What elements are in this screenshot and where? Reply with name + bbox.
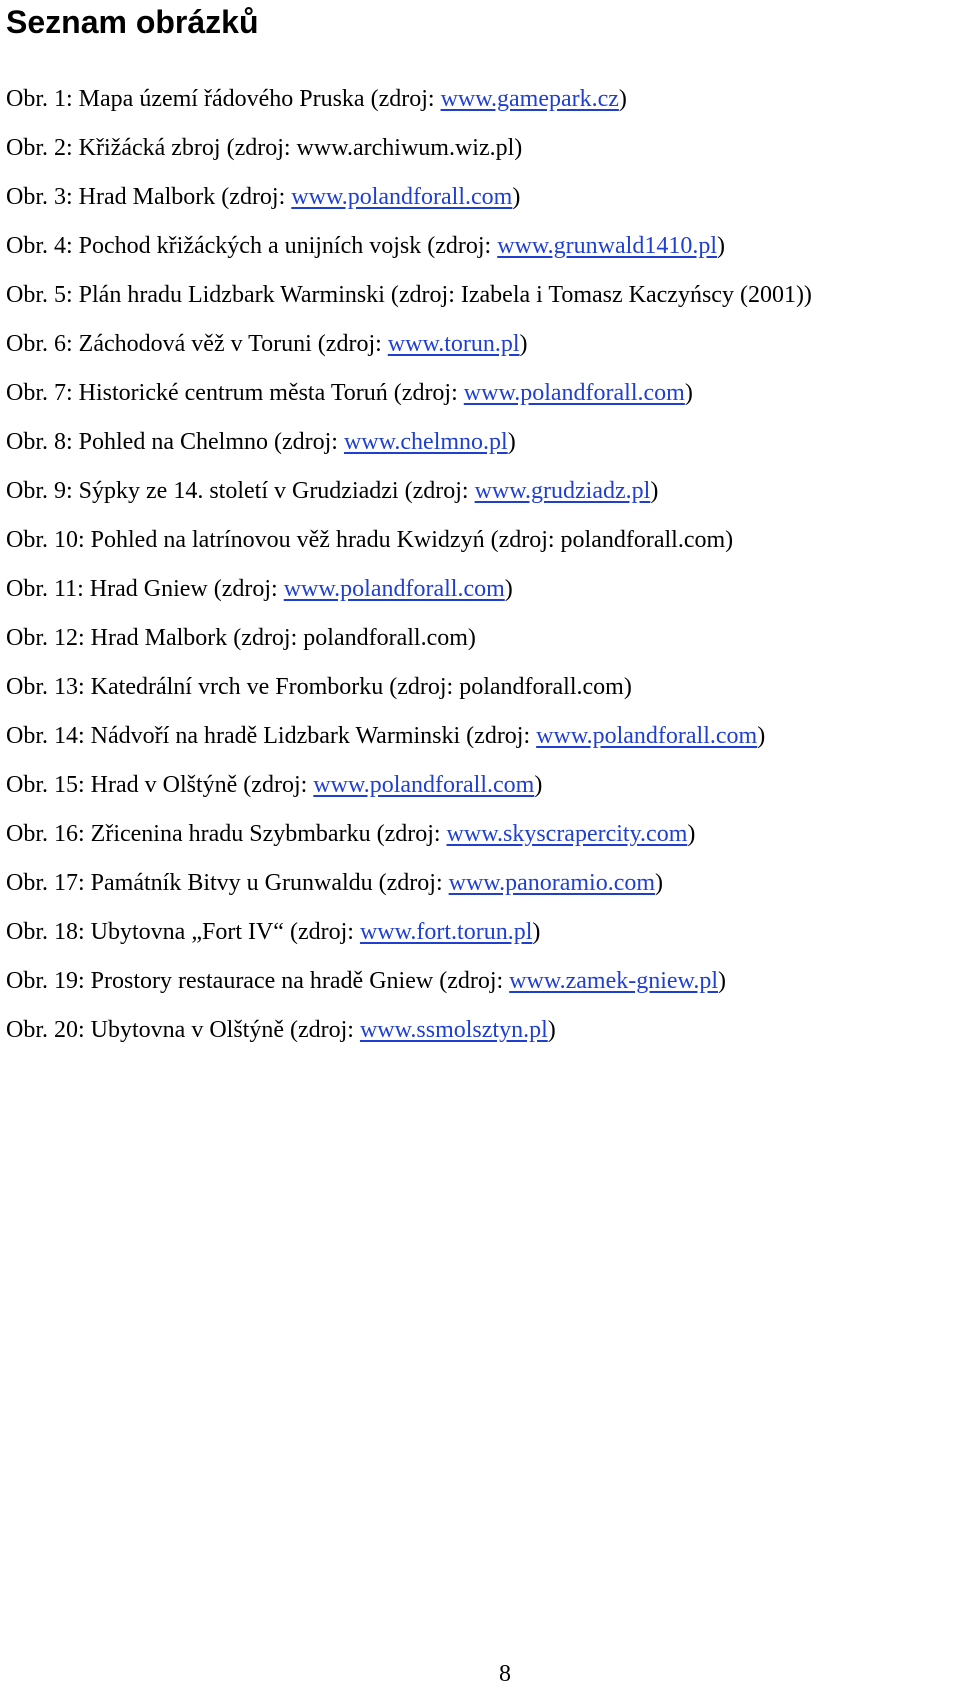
list-item — [6, 519, 812, 568]
source-link[interactable]: www.torun.pl — [387, 331, 520, 357]
entry-tail: ) — [757, 723, 766, 749]
entry-tail: ) — [716, 233, 725, 259]
list-item — [6, 78, 812, 127]
entry-label: Obr. 1: Mapa území řádového Pruska (zdroj: — [6, 86, 441, 112]
source-link[interactable]: www.zamek-gniew.pl — [509, 968, 718, 994]
source-link[interactable]: www.fort.torun.pl — [359, 919, 533, 945]
entry-label: Obr. 17: Památník Bitvy u Grunwaldu (zdroj: — [6, 870, 449, 896]
entry-label: Obr. 20: Ubytovna v Olštýně (zdroj: — [6, 1017, 360, 1043]
entry-label: Obr. 12: Hrad Malbork (zdroj: polandforall.com) — [6, 625, 476, 651]
list-item — [6, 960, 812, 1009]
entry-label: Obr. 4: Pochod křižáckých a unijních vojsk (zdroj: — [6, 233, 498, 259]
list-item — [6, 911, 812, 960]
source-link[interactable]: www.grudziadz.pl — [474, 478, 651, 504]
source-link[interactable]: www.ssmolsztyn.pl — [359, 1017, 548, 1043]
entry-tail: ) — [512, 184, 521, 210]
source-link[interactable]: www.panoramio.com — [448, 870, 656, 896]
entry-tail: ) — [534, 772, 543, 798]
page-number: 8 — [499, 1661, 511, 1687]
entry-label: Obr. 2: Křižácká zbroj (zdroj: www.archiwum.wiz.pl) — [6, 135, 523, 161]
entry-tail: ) — [504, 576, 513, 602]
list-item — [6, 1009, 812, 1058]
list-item — [6, 470, 812, 519]
source-link[interactable]: www.grunwald1410.pl — [497, 233, 717, 259]
source-link[interactable]: www.polandforall.com — [463, 380, 685, 406]
entry-tail: ) — [519, 331, 528, 357]
list-item — [6, 666, 812, 715]
list-item — [6, 421, 812, 470]
list-item — [6, 225, 812, 274]
list-item — [6, 176, 812, 225]
source-link[interactable]: www.polandforall.com — [313, 772, 535, 798]
entry-tail: ) — [547, 1017, 556, 1043]
list-item — [6, 813, 812, 862]
entry-tail: ) — [718, 968, 726, 994]
entry-label: Obr. 7: Historické centrum města Toruń (zdroj: — [6, 380, 464, 406]
list-item — [6, 568, 812, 617]
page-title: Seznam obrázků — [6, 4, 259, 40]
entry-label: Obr. 18: Ubytovna „Fort IV“ (zdroj: — [6, 919, 360, 945]
entry-label: Obr. 13: Katedrální vrch ve Fromborku (zdroj: polandforall.com) — [6, 674, 632, 700]
entry-label: Obr. 16: Zřicenina hradu Szybmbarku (zdroj: — [6, 821, 447, 847]
list-item — [6, 372, 812, 421]
entry-label: Obr. 8: Pohled na Chelmno (zdroj: — [6, 429, 344, 455]
list-item — [6, 274, 812, 323]
entry-label: Obr. 10: Pohled na latrínovou věž hradu Kwidzyń (zdroj: polandforall.com) — [6, 527, 734, 553]
figure-list — [6, 78, 812, 1058]
list-item — [6, 127, 812, 176]
entry-tail: ) — [655, 870, 664, 896]
entry-label: Obr. 19: Prostory restaurace na hradě Gniew (zdroj: — [6, 968, 510, 994]
entry-tail: ) — [684, 380, 693, 406]
entry-tail: ) — [507, 429, 516, 455]
entry-label: Obr. 14: Nádvoří na hradě Lidzbark Warminski (zdroj: — [6, 723, 537, 749]
entry-tail: ) — [618, 86, 627, 112]
entry-label: Obr. 11: Hrad Gniew (zdroj: — [6, 576, 284, 602]
list-item — [6, 323, 812, 372]
entry-label: Obr. 5: Plán hradu Lidzbark Warminski (zdroj: Izabela i Tomasz Kaczyńscy (2001)) — [6, 282, 812, 308]
entry-tail: ) — [532, 919, 541, 945]
entry-label: Obr. 6: Záchodová věž v Toruni (zdroj: — [6, 331, 388, 357]
source-link[interactable]: www.skyscrapercity.com — [446, 821, 688, 847]
source-link[interactable]: www.polandforall.com — [283, 576, 505, 602]
entry-label: Obr. 3: Hrad Malbork (zdroj: — [6, 184, 292, 210]
list-item — [6, 617, 812, 666]
list-item — [6, 764, 812, 813]
source-link[interactable]: www.chelmno.pl — [343, 429, 508, 455]
entry-tail: ) — [687, 821, 696, 847]
entry-label: Obr. 15: Hrad v Olštýně (zdroj: — [6, 772, 314, 798]
source-link[interactable]: www.gamepark.cz — [440, 86, 619, 112]
list-item — [6, 715, 812, 764]
source-link[interactable]: www.polandforall.com — [536, 723, 758, 749]
entry-tail: ) — [650, 478, 659, 504]
list-item — [6, 862, 812, 911]
source-link[interactable]: www.polandforall.com — [291, 184, 513, 210]
entry-label: Obr. 9: Sýpky ze 14. století v Grudziadzi (zdroj: — [6, 478, 475, 504]
